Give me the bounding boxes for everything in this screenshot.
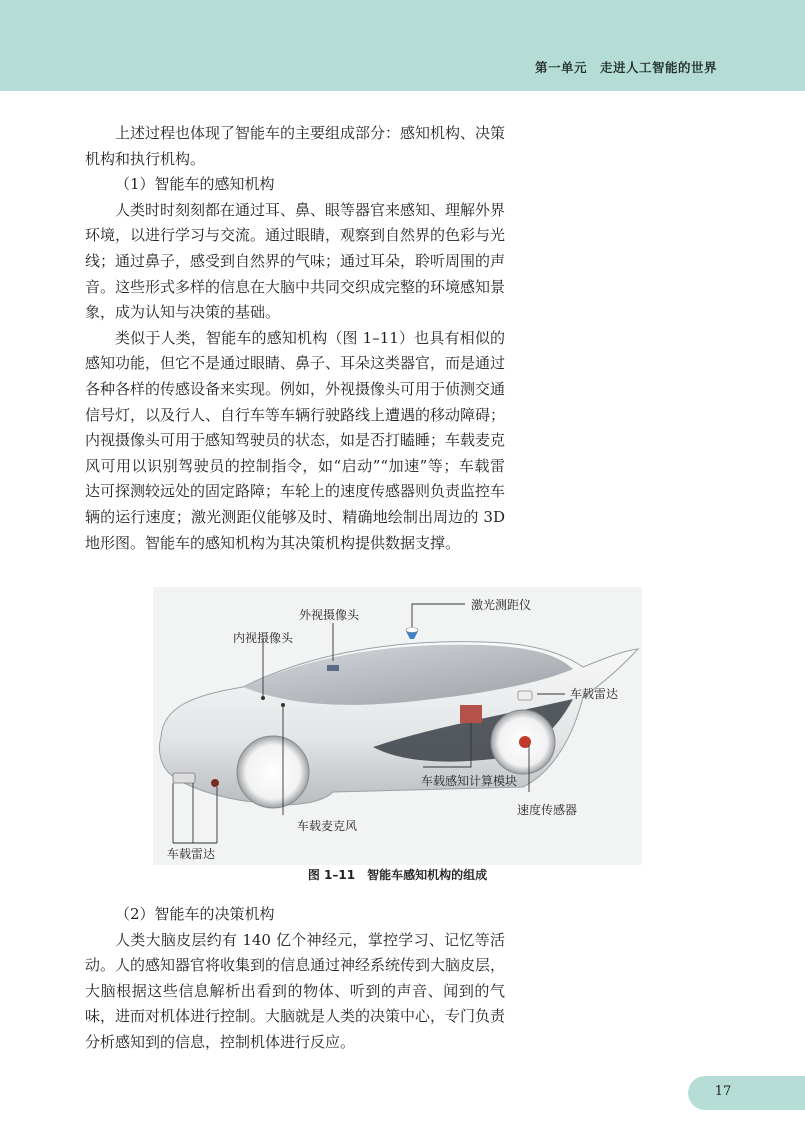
front-radar	[173, 773, 195, 783]
figure-caption: 图 1–11 智能车感知机构的组成	[307, 868, 488, 882]
paragraph-intro: 上述过程也体现了智能车的主要组成部分：感知机构、决策机构和执行机构。	[85, 124, 506, 168]
computing-module-box	[460, 705, 482, 723]
page-number: 17	[714, 1084, 732, 1099]
section-heading-perception: （1）智能车的感知机构	[115, 175, 275, 194]
body-text-bottom	[85, 902, 505, 1056]
label-radar-right: 车载雷达	[570, 687, 619, 701]
figure-car-sensors	[153, 587, 642, 865]
page-header	[0, 0, 805, 91]
front-wheel	[237, 736, 309, 808]
car-illustration	[153, 587, 642, 865]
front-mic-dot	[211, 779, 219, 787]
rear-radar	[518, 691, 532, 700]
label-microphone: 车载麦克风	[297, 819, 358, 833]
label-outer-camera: 外视摄像头	[299, 608, 360, 622]
paragraph-brain: 人类大脑皮层约有 140 亿个神经元，掌控学习、记忆等活动。人的感知器官将收集到的信息通过神经系统传到大脑皮层，大脑根据这些信息解析出看到的物体、听到的声音、闻到的气味，进而对机体进行控制。大脑就是人类的决策中心，专门负责分析感知到的信息，控制机体进行反应。	[85, 930, 506, 1051]
paragraph-car-sensors: 类似于人类，智能车的感知机构（图 1–11）也具有相似的感知功能，但它不是通过眼睛、鼻子、耳朵这类器官，而是通过各种各样的传感设备来实现。例如，外视摄像头可用于侦测交通信号灯，以及行人、自行车等车辆行驶路线上遭遇的移动障碍；内视摄像头可用于感知驾驶员的状态，如是否打瞌睡；车载麦克风可用以识别驾驶员的控制指令，如“启动”“加速”等；车载雷达可探测较远处的固定路障；车轮上的速度传感器则负责监控车辆的运行速度；激光测距仪能够及时、精确地绘制出周边的 3D 地形图。智能车的感知机构为其决策机构提供数据支撑。	[85, 328, 506, 552]
paragraph-human-senses: 人类时时刻刻都在通过耳、鼻、眼等器官来感知、理解外界环境，以进行学习与交流。通过眼睛，观察到自然界的色彩与光线；通过鼻子，感受到自然界的气味；通过耳朵，聆听周围的声音。这些形式多样的信息在大脑中共同交织成完整的环境感知景象，成为认知与决策的基础。	[85, 200, 506, 322]
section-heading-decision: （2）智能车的决策机构	[115, 905, 275, 923]
label-computing-module: 车载感知计算模块	[421, 774, 518, 788]
label-laser-rangefinder: 激光测距仪	[471, 598, 532, 612]
outer-camera-box	[327, 665, 339, 671]
body-text-top	[85, 121, 505, 556]
page-number-tab	[688, 1076, 805, 1110]
label-radar-left: 车载雷达	[167, 847, 216, 861]
label-inner-camera: 内视摄像头	[233, 631, 294, 645]
label-speed-sensor: 速度传感器	[517, 803, 578, 817]
unit-title: 第一单元 走进人工智能的世界	[534, 60, 717, 75]
